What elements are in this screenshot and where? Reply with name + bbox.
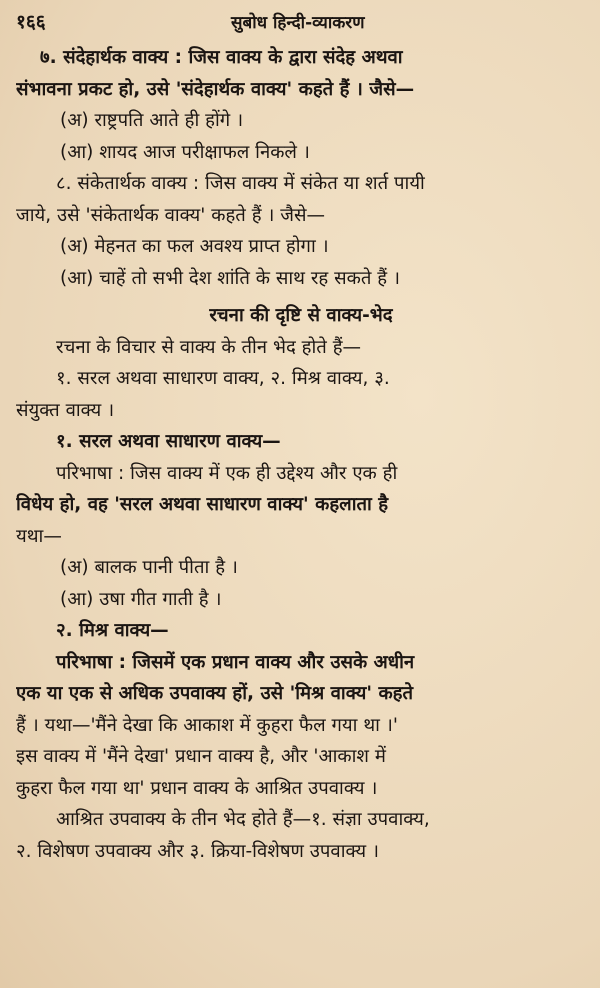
page-number: १६६ (16, 11, 46, 33)
s7-example-a: (अ) राष्ट्रपति आते ही होंगे । (60, 110, 244, 131)
saral-line2: विधेय हो, वह 'सरल अथवा साधारण वाक्य' कहलाता है (16, 494, 389, 515)
saral-heading: १. सरल अथवा साधारण वाक्य— (56, 431, 281, 452)
rachna-line1: रचना के विचार से वाक्य के तीन भेद होते हैं— (56, 336, 362, 358)
mishra-line2: एक या एक से अधिक उपवाक्य हों, उसे 'मिश्र वाक्य' कहते (16, 683, 414, 704)
s8-line2: जाये, उसे 'संकेतार्थक वाक्य' कहते हैं । जैसे— (16, 204, 326, 226)
mishra-line4: इस वाक्य में 'मैंने देखा' प्रधान वाक्य है, और 'आकाश में (16, 746, 386, 767)
saral-example-a: (अ) बालक पानी पीता है । (60, 557, 238, 578)
s8-example-a: (अ) मेहनत का फल अवश्य प्राप्त होगा । (60, 236, 329, 257)
running-title: सुबोध हिन्दी-व्याकरण (231, 13, 365, 33)
saral-example-b: (आ) उषा गीत गाती है । (60, 588, 222, 610)
mishra-line5: कुहरा फैल गया था' प्रधान वाक्य के आश्रित उपवाक्य । (16, 777, 378, 799)
saral-line3: यथा— (16, 525, 62, 547)
s7-line2: संभावना प्रकट हो, उसे 'संदेहार्थक वाक्य' कहते हैं । जैसे— (16, 78, 415, 100)
s7-example-b: (आ) शायद आज परीक्षाफल निकले । (60, 141, 310, 163)
saral-line1: परिभाषा : जिस वाक्य में एक ही उद्देश्य और एक ही (56, 462, 398, 484)
rachna-line3: संयुक्त वाक्य । (16, 399, 115, 421)
mishra-line7: २. विशेषण उपवाक्य और ३. क्रिया-विशेषण उपवाक्य । (16, 840, 380, 862)
mishra-line3: हैं । यथा—'मैंने देखा कि आकाश में कुहरा फैल गया था ।' (16, 714, 398, 736)
page-header (16, 8, 586, 42)
s8-line1: ८. संकेतार्थक वाक्य : जिस वाक्य में संकेत या शर्त पायी (56, 173, 425, 194)
rachna-heading: रचना की दृष्टि से वाक्य-भेद (209, 305, 393, 326)
s8-example-b: (आ) चाहें तो सभी देश शांति के साथ रह सकते हैं । (60, 267, 400, 289)
mishra-line1: परिभाषा : जिसमें एक प्रधान वाक्य और उसके अधीन (56, 651, 415, 673)
s7-line1: ७. संदेहार्थक वाक्य : जिस वाक्य के द्वारा संदेह अथवा (40, 47, 403, 68)
mishra-line6: आश्रित उपवाक्य के तीन भेद होते हैं—१. संज्ञा उपवाक्य, (56, 809, 430, 830)
mishra-heading: २. मिश्र वाक्य— (56, 620, 169, 641)
rachna-line2: १. सरल अथवा साधारण वाक्य, २. मिश्र वाक्य, ३. (56, 368, 390, 389)
